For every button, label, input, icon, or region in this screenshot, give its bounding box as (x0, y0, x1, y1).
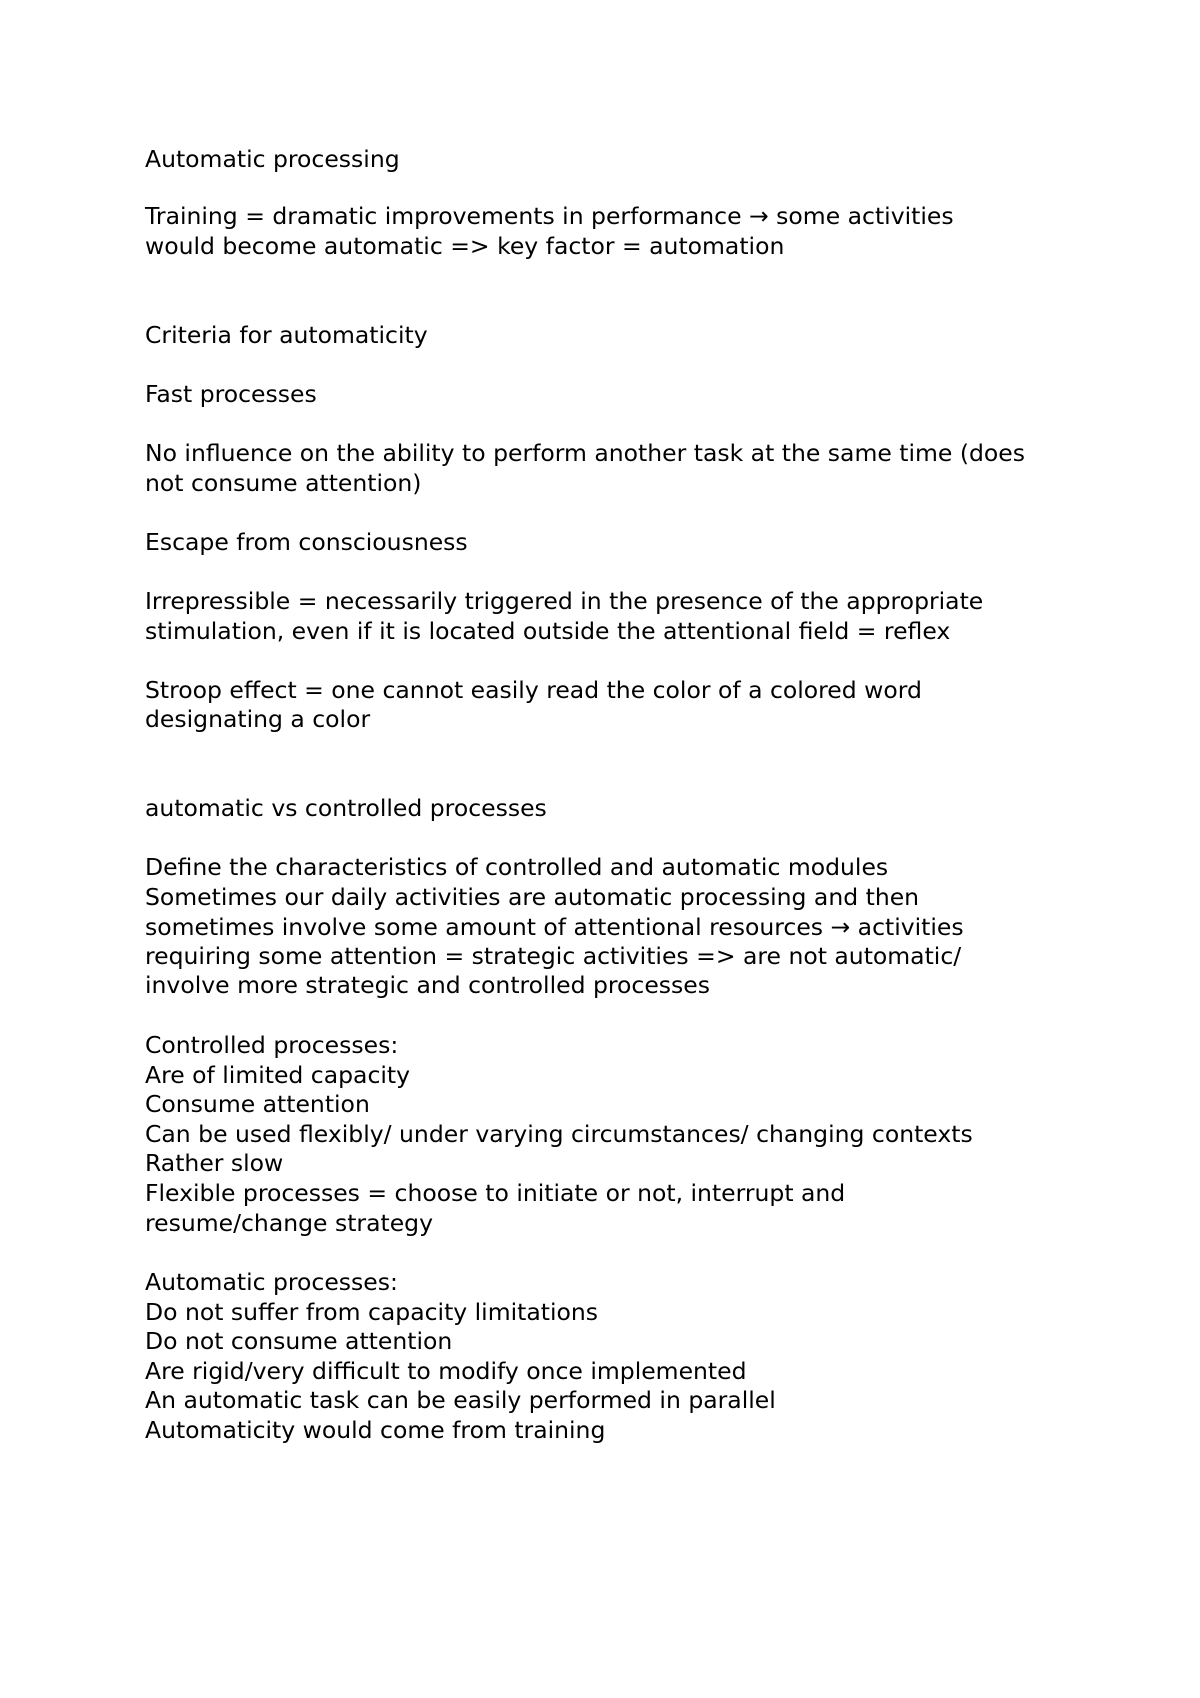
automatic-item: Do not suffer from capacity limitations (145, 1298, 599, 1326)
automatic-item: An automatic task can be easily performed in parallel (145, 1386, 776, 1414)
criteria-stroop-line-2: designating a color (145, 705, 371, 733)
criteria-no-influence-line-1: No influence on the ability to perform another task at the same time (does (145, 439, 1025, 467)
automatic-item: Do not consume attention (145, 1327, 453, 1355)
criteria-heading: Criteria for automaticity (145, 321, 428, 349)
controlled-item: Rather slow (145, 1149, 284, 1177)
automatic-heading: Automatic processes: (145, 1268, 398, 1296)
vs-paragraph-line-3: sometimes involve some amount of attentional resources → activities (145, 913, 964, 941)
automatic-item: Automaticity would come from training (145, 1416, 606, 1444)
criteria-fast: Fast processes (145, 380, 317, 408)
document-title: Automatic processing (145, 145, 400, 173)
criteria-irrepressible-line-2: stimulation, even if it is located outside the attentional field = reflex (145, 617, 951, 645)
intro-line-1: Training = dramatic improvements in performance → some activities (145, 202, 954, 230)
controlled-item: Flexible processes = choose to initiate or not, interrupt and (145, 1179, 846, 1207)
vs-paragraph-line-5: involve more strategic and controlled processes (145, 971, 710, 999)
vs-paragraph-line-2: Sometimes our daily activities are automatic processing and then (145, 883, 920, 911)
controlled-heading: Controlled processes: (145, 1031, 399, 1059)
criteria-stroop-line-1: Stroop effect = one cannot easily read the color of a colored word (145, 676, 922, 704)
vs-paragraph-line-1: Define the characteristics of controlled and automatic modules (145, 853, 889, 881)
controlled-item: resume/change strategy (145, 1209, 433, 1237)
intro-line-2: would become automatic => key factor = automation (145, 232, 785, 260)
automatic-item: Are rigid/very difficult to modify once implemented (145, 1357, 747, 1385)
controlled-item: Can be used flexibly/ under varying circumstances/ changing contexts (145, 1120, 973, 1148)
vs-paragraph-line-4: requiring some attention = strategic activities => are not automatic/ (145, 942, 962, 970)
controlled-item: Consume attention (145, 1090, 370, 1118)
vs-heading: automatic vs controlled processes (145, 794, 547, 822)
criteria-irrepressible-line-1: Irrepressible = necessarily triggered in the presence of the appropriate (145, 587, 984, 615)
criteria-no-influence-line-2: not consume attention) (145, 469, 422, 497)
criteria-escape: Escape from consciousness (145, 528, 468, 556)
controlled-item: Are of limited capacity (145, 1061, 411, 1089)
